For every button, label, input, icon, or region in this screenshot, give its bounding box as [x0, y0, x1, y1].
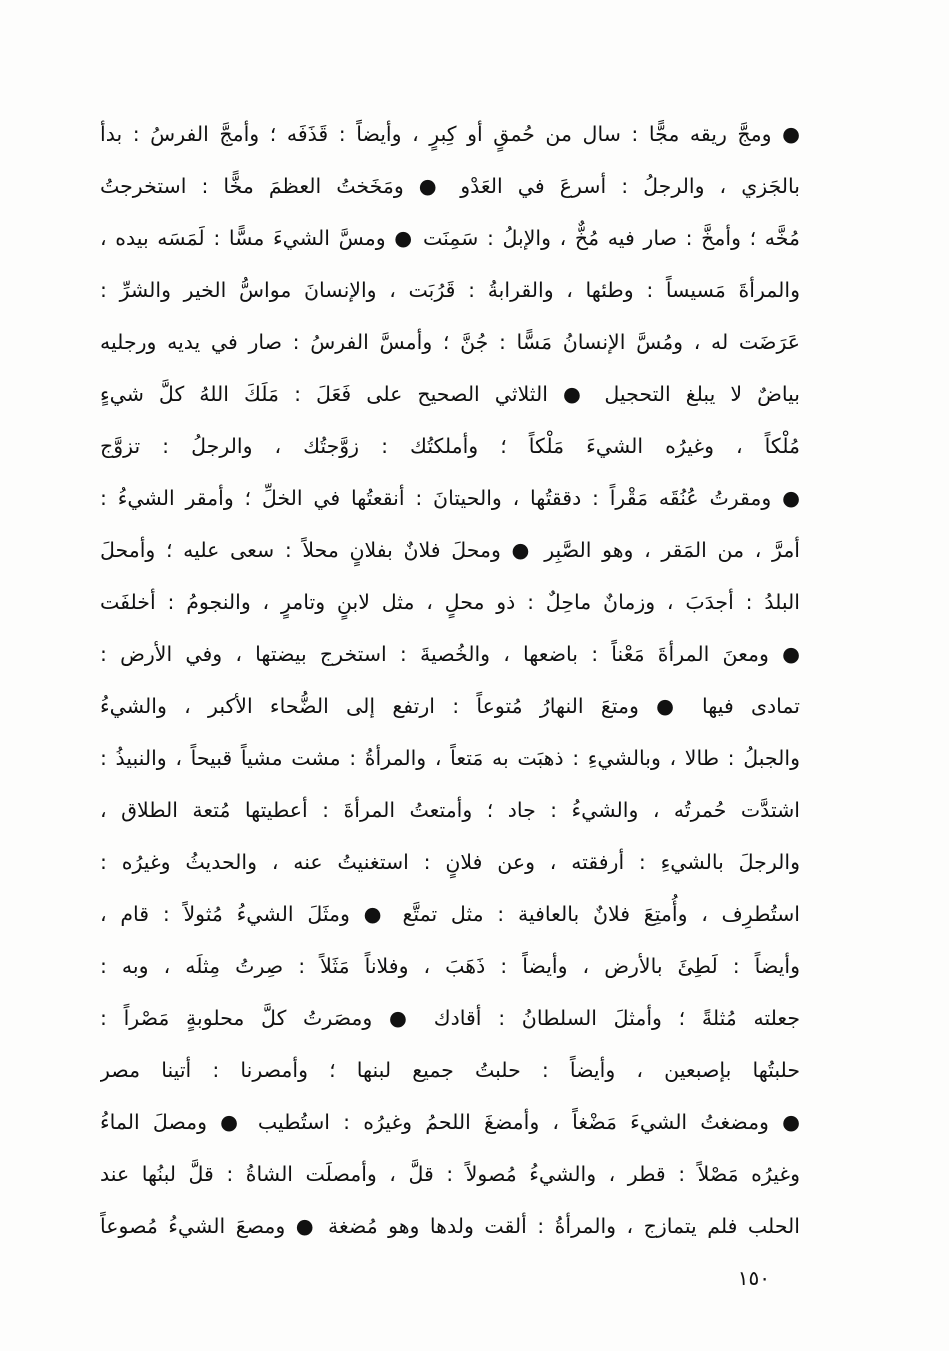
- text-line: وأيضاً : لَطِئَ بالأرض ، وأيضاً : ذَهَبَ ، وفلاناً مَثَلاً : صِرتُ مِثلَه ، وبه :: [100, 954, 800, 978]
- text-line: والجبلُ : طالا ، وبالشيءِ : ذهبَت به مَتعاً ، والمرأةُ : مشت مشياً قبيحاً ، والنبيذُ :: [100, 746, 800, 770]
- text-line: مُلْكاً ، وغيرُه الشيءَ مَلْكاً ؛ وأملكتُك : زوَّجتُك ، والرجلُ : تزوَّج: [100, 434, 800, 458]
- text-line: ● ومعنَ المرأةَ مَعْناً : باضعها ، والخُصيةَ : استخرج بيضتها ، وفي الأرض :: [100, 642, 800, 666]
- text-line: ● ومضغتُ الشيءَ مَضْغاً ، وأمضغَ اللحمُ وغيرُه : استُطيب ● ومصلَ الماءُ: [100, 1110, 800, 1134]
- page-number: ١٥٠: [737, 1266, 770, 1290]
- text-line: ● ومقرتُ عُنُقَه مَقْراً : دققتُها ، والحيتانَ : أنقعتُها في الخلِّ ؛ وأمقر الشيءُ :: [100, 486, 800, 510]
- text-line: مُخَّه ؛ وأمخَّ : صار فيه مُخٌّ ، والإبلُ : سَمِنَت ● ومسَّ الشيءَ مسًّا : لَمَسَه بيده ،: [100, 226, 800, 250]
- text-line: استُطرِف ، وأُمتِعَ فلانٌ بالعافية : مثل تمتَّع ● ومثَلَ الشيءُ مُثولاً : قام ،: [100, 902, 800, 926]
- text-line: والمرأةَ مَسيساً : وطئها ، والقرابةُ : قَرُبَت ، والإنسانَ مواسُّ الخير والشرِّ :: [100, 278, 800, 302]
- text-line: حلبتُها بإصبعين ، وأيضاً : حلبتُ جميع لبنها ؛ وأمصرنا : أتينا مصر: [100, 1058, 800, 1082]
- text-line: بالجَزي ، والرجلُ : أسرعَ في العَدْو ● ومَخَختُ العظمَ مخًّا : استخرجتُ: [100, 174, 800, 198]
- text-line: والرجلَ بالشيءِ : أرفقته ، وعن فلانٍ : استغنيتُ عنه ، والحديثُ وغيرُه :: [100, 850, 800, 874]
- text-line: عَرَضَت له ، ومُسَّ الإنسانُ مَسًّا : جُنَّ ؛ وأمسَّ الفرسُ : صار في يديه ورجليه: [100, 330, 800, 354]
- text-line: اشتدَّت حُمرتُه ، والشيءُ : جاد ؛ وأمتعتُ المرأةَ : أعطيتها مُتعة الطلاق ،: [100, 798, 800, 822]
- text-line: وغيرُه مَصْلاً : قطر ، والشيءُ مُصولاً : قلَّ ، وأمصلَت الشاةُ : قلَّ لبنُها عند: [100, 1162, 800, 1186]
- text-line: أمرَّ ، من المَقر ، وهو الصَّبِر ● ومحلَ فلانٌ بفلانٍ محلاً : سعى عليه ؛ وأمحلَ: [100, 538, 800, 562]
- text-line: جعلته مُثلةً ؛ وأمثلَ السلطانُ : أقادك ● ومصَرتُ كلَّ محلوبةٍ مَصْراً :: [100, 1006, 800, 1030]
- text-line: ● ومجَّ ريقه مجًّا : سال من حُمقٍ أو كِبرٍ ، وأيضاً : قَذَفَه ؛ وأمجَّ الفرسُ : بدأ: [100, 122, 800, 146]
- text-line: بياضٌ لا يبلغ التحجيل ● الثلاثي الصحيح على فَعَلَ : مَلَكَ اللهُ كلَّ شيءٍ: [100, 382, 800, 406]
- text-line: تمادى فيها ● ومتعَ النهارُ مُتوعاً : ارتفع إلى الضُّحاء الأكبر ، والشيءُ: [100, 694, 800, 718]
- text-line: الحلب فلم يتمازج ، والمرأةُ : ألقت ولدها وهو مُضغة ● ومصعَ الشيءُ مُصوعاً: [100, 1214, 800, 1238]
- text-line: البلدُ : أجدَبَ ، وزمانٌ ماحِلٌ : ذو محلٍ ، مثل لابنٍ وتامرٍ ، والنجومُ : أخلفَت: [100, 590, 800, 614]
- text-block: [100, 108, 800, 1252]
